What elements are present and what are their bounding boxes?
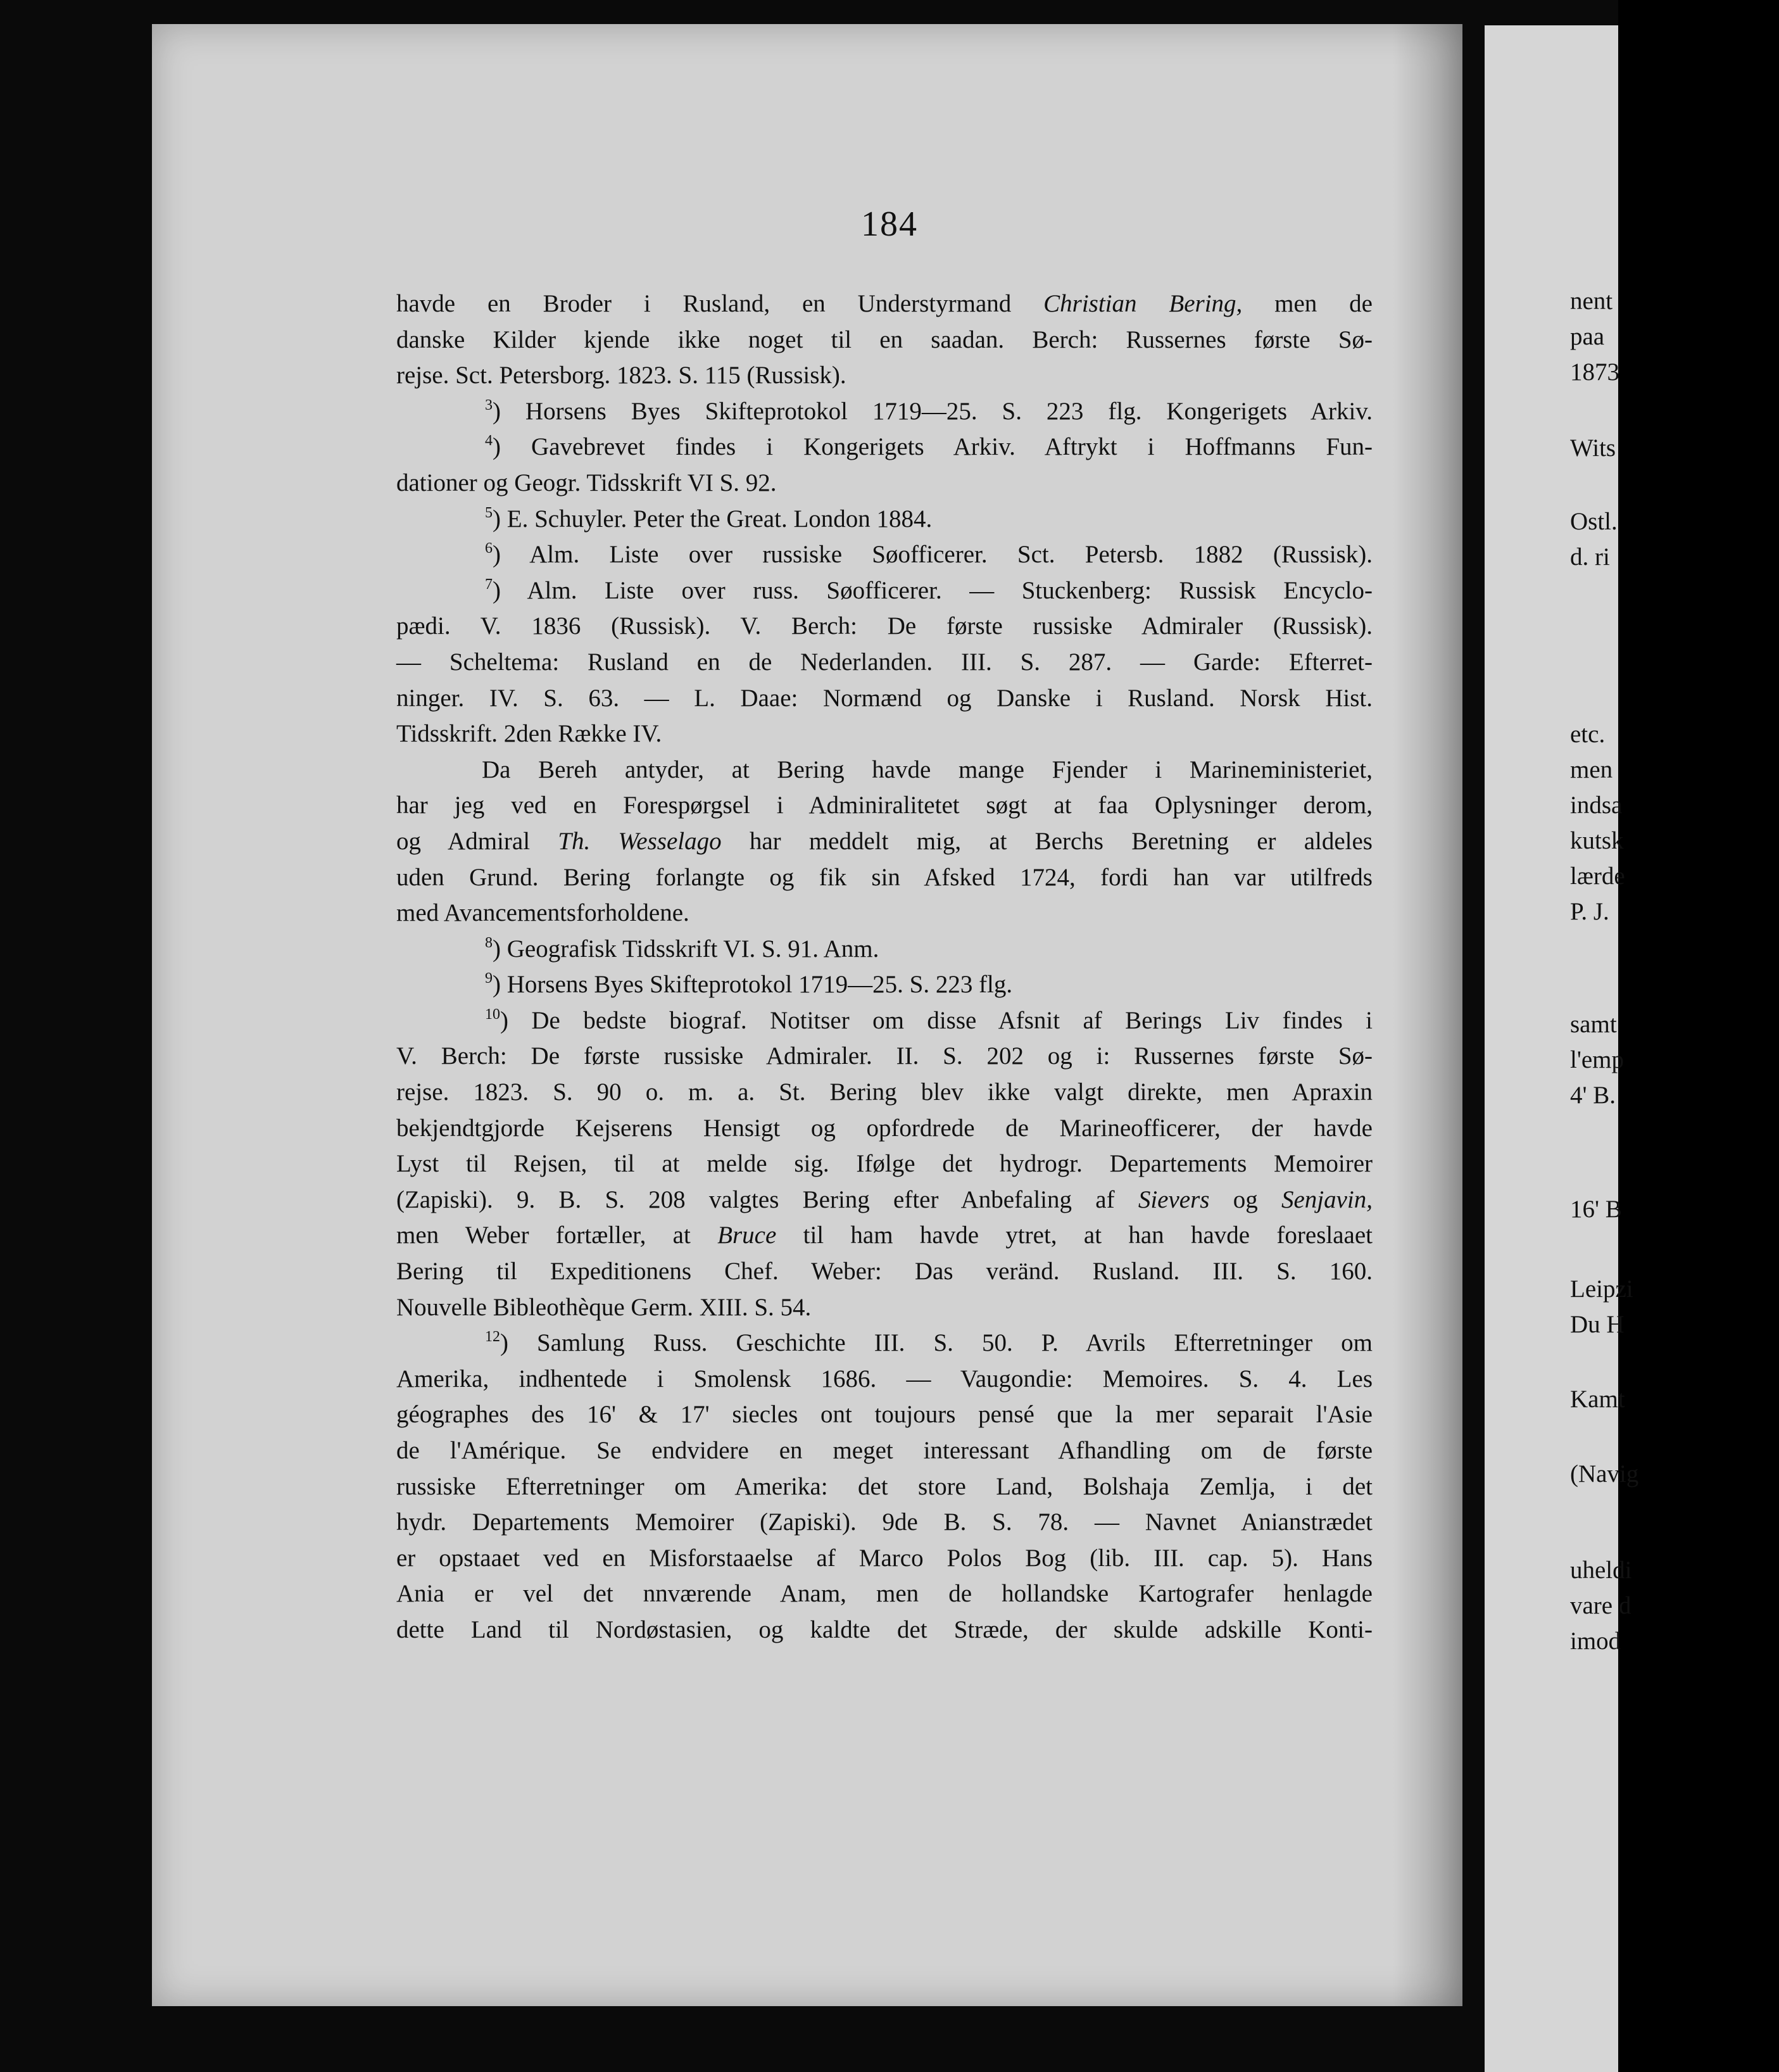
line-text: E. Schuyler. Peter the Great. London 1884.: [501, 505, 933, 533]
text-line: uden Grund. Bering forlangte og fik sin Afsked 1724, fordi han var utilfreds: [396, 863, 1373, 891]
footnote-line: $^3$) Horsens Byes Skifteprotokol 1719—25. S. 223 flg. Kongerigets Arkiv.: [485, 396, 1373, 425]
footnote-line: $^6$) Alm. Liste over russiske Søofficerer. Sct. Petersb. 1882 (Russisk).: [485, 540, 1373, 569]
line-text: Samlung Russ. Geschichte III. S. 50. P. Avrils Efterretninger om: [508, 1329, 1373, 1357]
text-line: med Avancementsforholdene.: [396, 899, 689, 927]
text-line: Nouvelle Bibleothèque Germ. XIII. S. 54.: [396, 1293, 812, 1321]
line-text: (Zapiski). 9. B. S. 208 valgtes Bering efter Anbefaling af: [396, 1185, 1138, 1213]
adjacent-fragment: d. ri: [1570, 543, 1610, 571]
footnote-marker: 8: [485, 934, 493, 951]
adjacent-fragment: uheldi: [1570, 1557, 1632, 1584]
line-text: og: [1209, 1185, 1281, 1213]
text-line: [396, 1218, 1373, 1254]
text-line: hydr. Departements Memoirer (Zapiski). 9de B. S. 78. — Navnet Anianstrædet: [396, 1508, 1373, 1536]
italic-name: Senjavin,: [1281, 1185, 1373, 1213]
adjacent-fragment: P. J.: [1570, 898, 1609, 925]
text-line: Lyst til Rejsen, til at melde sig. Ifølge det hydrogr. Departements Memoirer: [396, 1150, 1373, 1178]
text-line: Ania er vel det nnværende Anam, men de hollandske Kartografer henlagde: [396, 1580, 1373, 1608]
adjacent-fragment: indsa: [1570, 792, 1623, 819]
line-text: og Admiral: [396, 827, 558, 855]
footnote-marker: 7: [485, 576, 493, 593]
text-line: — Scheltema: Rusland en de Nederlanden. III. S. 287. — Garde: Efterret-: [396, 648, 1373, 676]
adjacent-fragment: Leipzi: [1570, 1275, 1633, 1303]
adjacent-fragment: samt: [1570, 1011, 1617, 1038]
text-line: har jeg ved en Forespørgsel i Adminiralitetet søgt at faa Oplysninger derom,: [396, 792, 1373, 819]
line-text: Gavebrevet findes i Kongerigets Arkiv. Aftrykt i Hoffmanns Fun-: [501, 433, 1373, 461]
line-text: Horsens Byes Skifteprotokol 1719—25. S. 223 flg. Kongerigets Arkiv.: [501, 397, 1373, 425]
text-line: dette Land til Nordøstasien, og kaldte det Stræde, der skulde adskille Konti-: [396, 1615, 1373, 1643]
adjacent-fragment: (Navig: [1570, 1460, 1639, 1488]
adjacent-fragment: 16' B: [1570, 1196, 1622, 1223]
footnote-line: $^7$) Alm. Liste over russ. Søofficerer. — Stuckenberg: Russisk Encyclo-: [485, 576, 1373, 604]
adjacent-fragment: Wits: [1570, 434, 1616, 462]
line-text: har meddelt mig, at Berchs Beretning er aldeles: [721, 827, 1373, 855]
adjacent-fragment: nent: [1570, 287, 1613, 315]
page-number: 184: [861, 205, 918, 244]
line-text: Geografisk Tidsskrift VI. S. 91. Anm.: [501, 935, 879, 963]
text-line: [396, 824, 1373, 860]
footnote-line: $^{12}$) Samlung Russ. Geschichte III. S. 50. P. Avrils Efterretninger om: [485, 1329, 1373, 1357]
line-text: men Weber fortæller, at: [396, 1222, 718, 1249]
footnote-marker: 6: [485, 540, 493, 557]
footnote-line: $^{10}$) De bedste biograf. Notitser om disse Afsnit af Berings Liv findes i: [485, 1006, 1373, 1034]
italic-name: Th. Wesselago: [558, 827, 722, 855]
adjacent-fragment: Ostl.: [1570, 508, 1618, 535]
adjacent-fragment: paa: [1570, 323, 1605, 350]
text-line: géographes des 16' & 17' siecles ont toujours pensé que la mer separait l'Asie: [396, 1401, 1373, 1429]
line-text: men de: [1242, 290, 1373, 317]
line-text: havde en Broder i Rusland, en Understyrmand: [396, 290, 1044, 317]
text-line: [396, 1182, 1373, 1218]
text-line: rejse. 1823. S. 90 o. m. a. St. Bering blev ikke valgt direkte, men Apraxin: [396, 1078, 1373, 1106]
line-text: til ham havde ytret, at han havde foreslaaet: [776, 1222, 1373, 1249]
adjacent-fragment: 4' B.: [1570, 1082, 1616, 1109]
text-line: pædi. V. 1836 (Russisk). V. Berch: De første russiske Admiraler (Russisk).: [396, 612, 1373, 640]
line-text: Alm. Liste over russ. Søofficerer. — Stuckenberg: Russisk Encyclo-: [501, 576, 1373, 604]
italic-name: Sievers: [1138, 1185, 1210, 1213]
adjacent-fragment: men: [1570, 756, 1613, 783]
text-line: [396, 286, 1373, 322]
italic-name: Christian Bering,: [1043, 290, 1243, 317]
footnote-marker: 9: [485, 970, 493, 987]
adjacent-fragment: lærde: [1570, 862, 1625, 890]
text-line: de l'Amérique. Se endvidere en meget interessant Afhandling om de første: [396, 1437, 1373, 1464]
paragraph-start: Da Bereh antyder, at Bering havde mange Fjender i Marineministeriet,: [482, 755, 1373, 783]
italic-name: Bruce: [717, 1222, 777, 1249]
footnote-marker: 3: [485, 396, 493, 414]
text-line: V. Berch: De første russiske Admiraler. II. S. 202 og i: Russernes første Sø-: [396, 1042, 1373, 1070]
gutter-shadow: [1393, 24, 1462, 2006]
adjacent-fragment: Kamt: [1570, 1386, 1625, 1413]
footnote-marker: 12: [485, 1329, 500, 1346]
adjacent-fragment: l'emp: [1570, 1046, 1625, 1073]
text-line: Tidsskrift. 2den Række IV.: [396, 720, 662, 748]
page-body: [396, 286, 1373, 1648]
text-line: Amerika, indhentede i Smolensk 1686. — Vaugondie: Memoires. S. 4. Les: [396, 1365, 1373, 1393]
text-line: Bering til Expeditionens Chef. Weber: Das veränd. Rusland. III. S. 160.: [396, 1258, 1373, 1286]
text-line: russiske Efterretninger om Amerika: det store Land, Bolshaja Zemlja, i det: [396, 1472, 1373, 1500]
adjacent-fragment: etc.: [1570, 721, 1606, 748]
footnote-marker: 10: [485, 1006, 500, 1023]
text-line: bekjendtgjorde Kejserens Hensigt og opfordrede de Marineofficerer, der havde: [396, 1114, 1373, 1142]
adjacent-fragment: Du H: [1570, 1311, 1625, 1338]
adjacent-fragment: vare d: [1570, 1592, 1631, 1619]
footnote-line: $^5$) E. Schuyler. Peter the Great. London 1884.: [485, 504, 933, 533]
adjacent-fragment: 1873: [1570, 358, 1619, 386]
adjacent-fragment: imod: [1570, 1627, 1621, 1655]
text-line: dationer og Geogr. Tidsskrift VI S. 92.: [396, 469, 777, 496]
line-text: Alm. Liste over russiske Søofficerer. Sct. Petersb. 1882 (Russisk).: [501, 541, 1373, 569]
footnote-marker: 5: [485, 504, 493, 521]
text-line: er opstaaet ved en Misforstaaelse af Marco Polos Bog (lib. III. cap. 5). Hans: [396, 1544, 1373, 1572]
text-line: danske Kilder kjende ikke noget til en saadan. Berch: Russernes første Sø-: [396, 325, 1373, 353]
line-text: De bedste biograf. Notitser om disse Afsnit af Berings Liv findes i: [508, 1006, 1373, 1034]
adjacent-fragment: kutsk: [1570, 827, 1624, 854]
footnote-marker: 4: [485, 433, 493, 450]
footnote-line: $^9$) Horsens Byes Skifteprotokol 1719—25. S. 223 flg.: [485, 970, 1013, 999]
text-line: rejse. Sct. Petersborg. 1823. S. 115 (Russisk).: [396, 362, 846, 389]
footnote-line: $^4$) Gavebrevet findes i Kongerigets Arkiv. Aftrykt i Hoffmanns Fun-: [485, 433, 1373, 461]
footnote-line: $^8$) Geografisk Tidsskrift VI. S. 91. Anm.: [485, 934, 879, 963]
line-text: Horsens Byes Skifteprotokol 1719—25. S. 223 flg.: [501, 971, 1013, 999]
text-line: ninger. IV. S. 63. — L. Daae: Normænd og Danske i Rusland. Norsk Hist.: [396, 684, 1373, 712]
